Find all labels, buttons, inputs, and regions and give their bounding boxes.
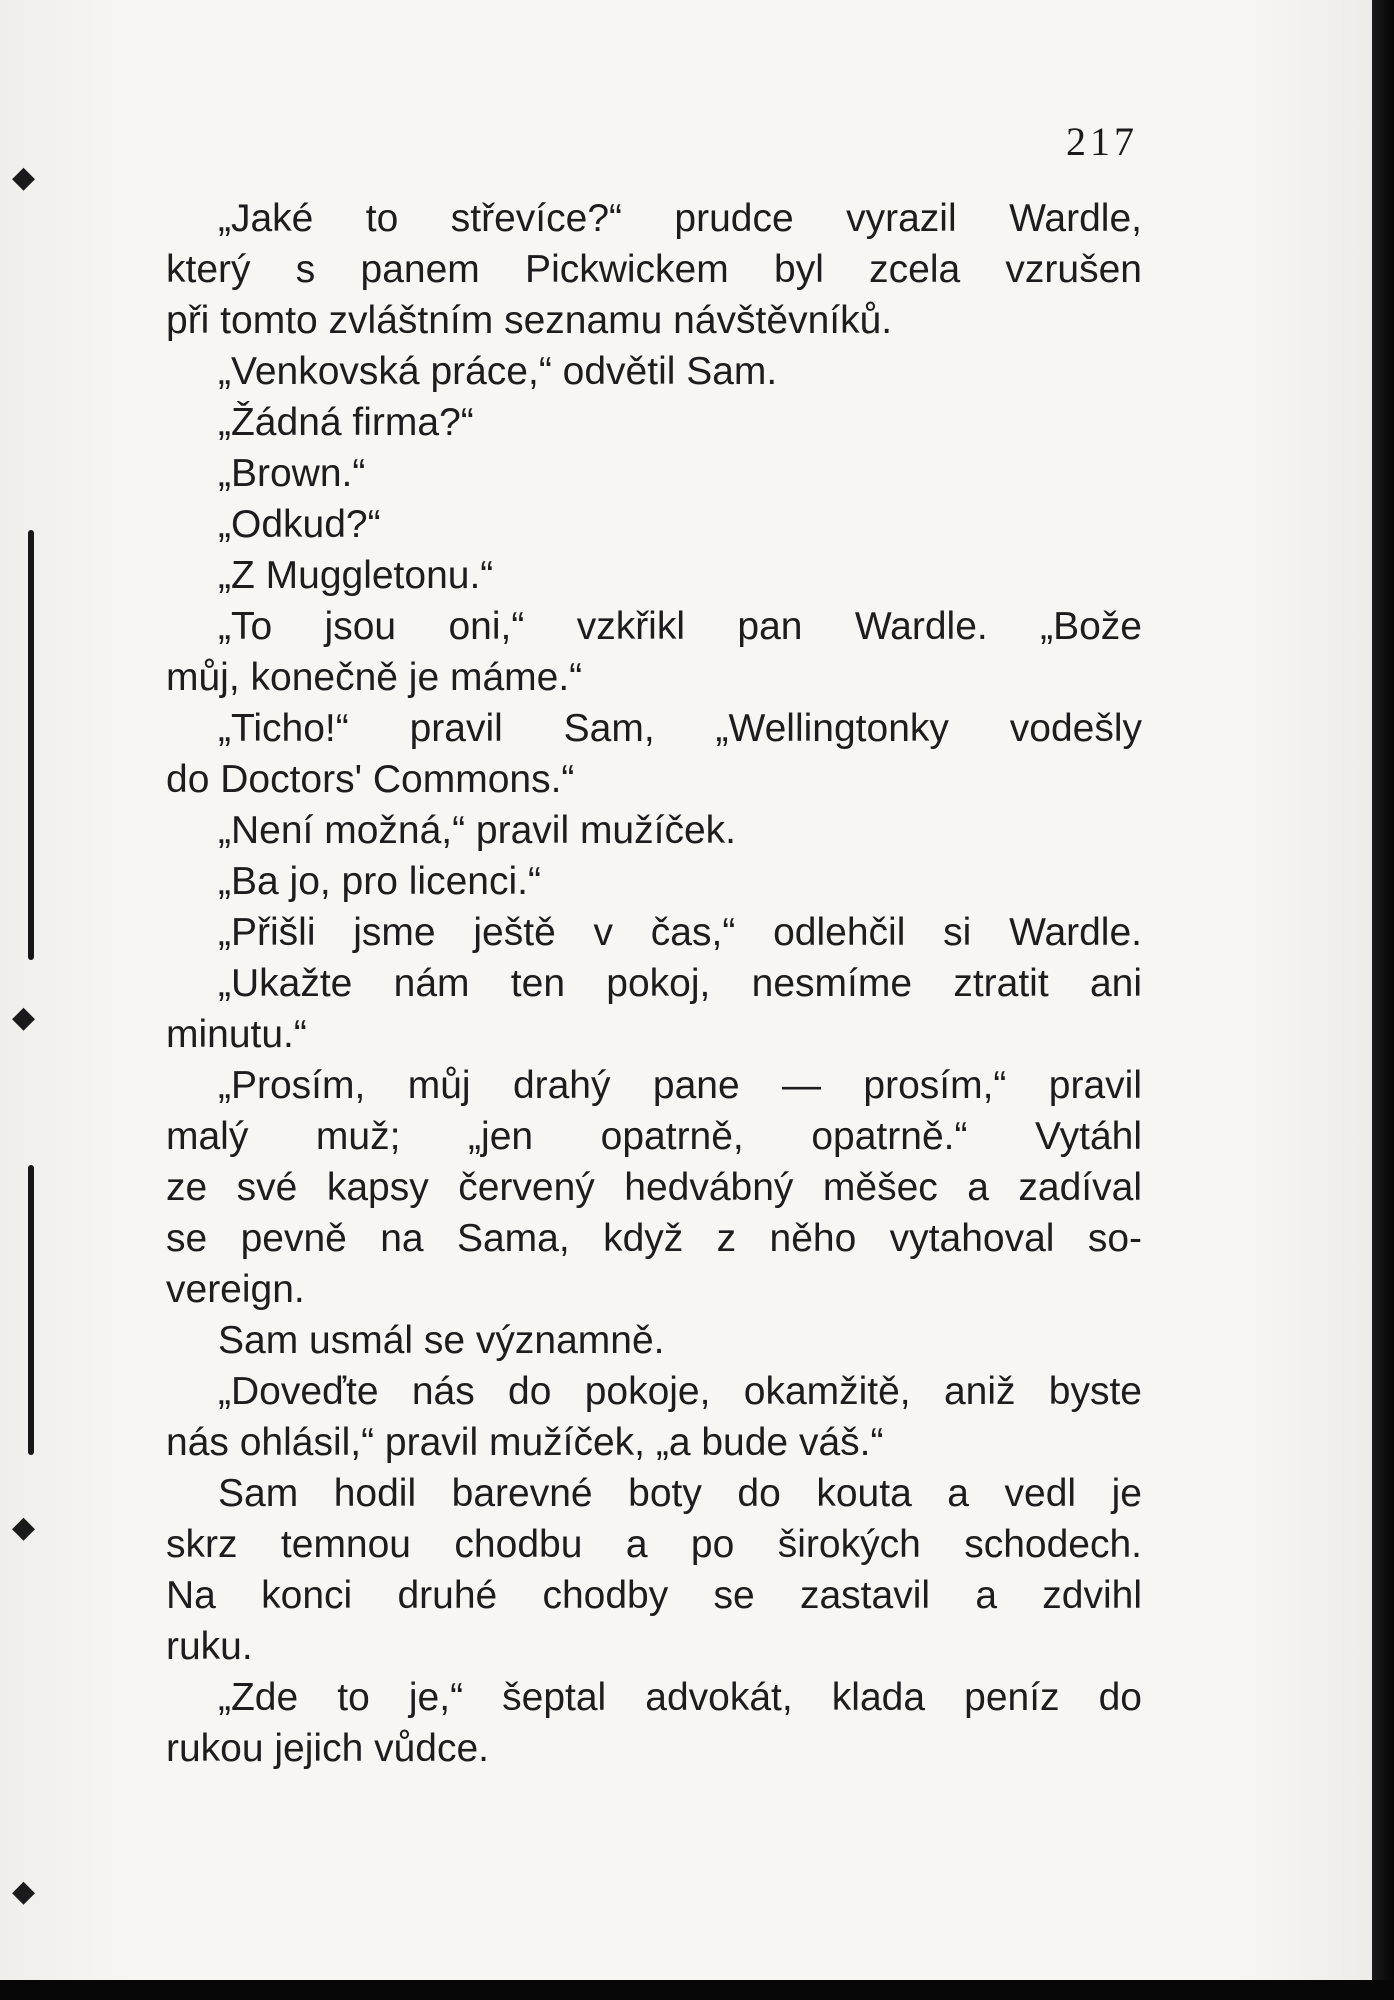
page-number: 217 <box>1066 119 1138 164</box>
text-line: „Není možná,“ pravil mužíček. <box>218 809 736 852</box>
text-line: „To jsou oni,“ vzkřikl pan Wardle. „Bože <box>218 605 1142 648</box>
binding-thread-line <box>28 530 34 960</box>
text-line: „Žádná firma?“ <box>218 401 474 444</box>
text-line: ruku. <box>166 1625 253 1668</box>
text-line: „Doveďte nás do pokoje, okamžitě, aniž byste <box>218 1370 1142 1413</box>
binding-diamond-icon: ◆ <box>12 1510 36 1545</box>
text-line: se pevně na Sama, když z něho vytahoval so- <box>166 1217 1142 1260</box>
body-text <box>166 193 1142 1774</box>
text-line: který s panem Pickwickem byl zcela vzrušen <box>166 248 1142 291</box>
text-line: „Odkud?“ <box>218 503 381 546</box>
text-line: Sam usmál se významně. <box>218 1319 665 1362</box>
binding-diamond-icon: ◆ <box>12 1874 36 1909</box>
binding-diamond-icon: ◆ <box>12 160 36 195</box>
text-line: do Doctors' Commons.“ <box>166 758 575 801</box>
text-line: vereign. <box>166 1268 305 1311</box>
text-line: „Ba jo, pro licenci.“ <box>218 860 541 903</box>
text-line: Na konci druhé chodby se zastavil a zdvihl <box>166 1574 1142 1617</box>
text-line: minutu.“ <box>166 1013 307 1056</box>
text-line: „Prosím, můj drahý pane — prosím,“ pravil <box>218 1064 1142 1107</box>
scan-bottom-edge-shadow <box>0 1980 1394 2000</box>
text-line: skrz temnou chodbu a po širokých schodech. <box>166 1523 1142 1566</box>
text-line: rukou jejich vůdce. <box>166 1727 490 1770</box>
text-line: „Z Muggletonu.“ <box>218 554 494 597</box>
text-line: „Venkovská práce,“ odvětil Sam. <box>218 350 778 393</box>
text-line: „Ukažte nám ten pokoj, nesmíme ztratit ani <box>218 962 1142 1005</box>
text-line: „Ticho!“ pravil Sam, „Wellingtonky vodešly <box>218 707 1142 750</box>
text-line: můj, konečně je máme.“ <box>166 656 583 699</box>
text-line: nás ohlásil,“ pravil mužíček, „a bude váš.“ <box>166 1421 884 1464</box>
binding-thread-line <box>28 1165 34 1455</box>
text-line: „Zde to je,“ šeptal advokát, klada peníz do <box>218 1676 1142 1719</box>
text-line: „Jaké to střevíce?“ prudce vyrazil Wardle, <box>218 197 1142 240</box>
text-line: malý muž; „jen opatrně, opatrně.“ Vytáhl <box>166 1115 1142 1158</box>
text-line: při tomto zvláštním seznamu návštěvníků. <box>166 299 893 342</box>
text-line: „Brown.“ <box>218 452 366 495</box>
scan-right-edge-shadow <box>1372 0 1394 2000</box>
text-line: „Přišli jsme ještě v čas,“ odlehčil si Wardle. <box>218 911 1142 954</box>
text-line: Sam hodil barevné boty do kouta a vedl je <box>218 1472 1142 1515</box>
binding-diamond-icon: ◆ <box>12 1000 36 1035</box>
text-line: ze své kapsy červený hedvábný měšec a zadíval <box>166 1166 1142 1209</box>
